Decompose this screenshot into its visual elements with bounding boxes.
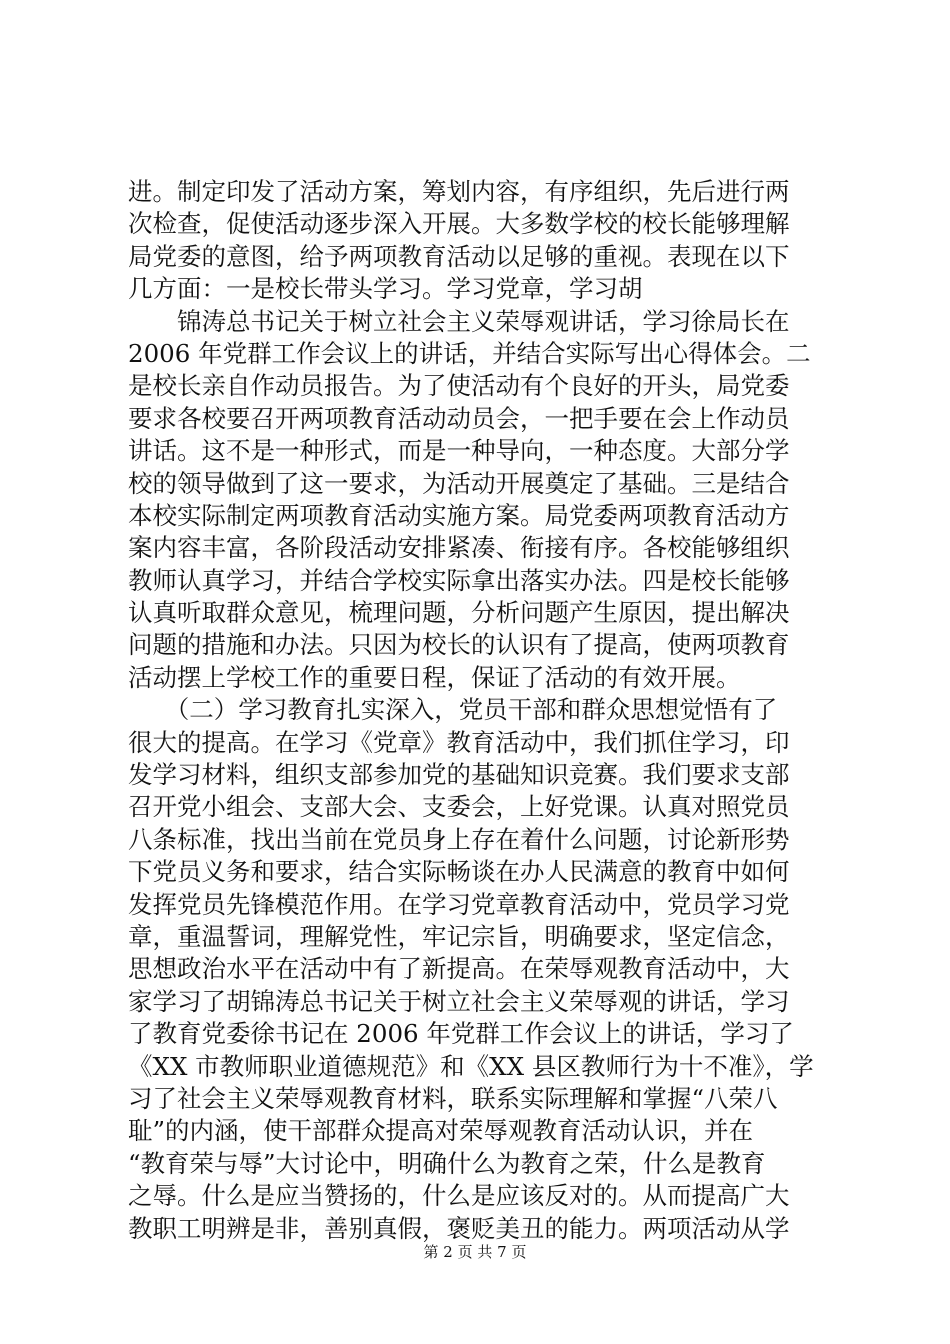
text-line: 教职工明辨是非，善别真假，褒贬美丑的能力。两项活动从学 [128,1213,790,1243]
text-line: 家学习了胡锦涛总书记关于树立社会主义荣辱观的讲话，学习 [128,986,790,1016]
text-line: 问题的措施和办法。只因为校长的认识有了提高，使两项教育 [128,630,790,660]
text-line: 下党员义务和要求，结合实际畅谈在办人民满意的教育中如何 [128,857,790,887]
text-line: 进。制定印发了活动方案，筹划内容，有序组织，先后进行两 [128,177,790,206]
text-line: 召开党小组会、支部大会、支委会，上好党课。认真对照党员 [128,792,790,822]
text-line: 思想政治水平在活动中有了新提高。在荣辱观教育活动中，大 [128,954,790,984]
text-line: 之辱。什么是应当赞扬的，什么是应该反对的。从而提高广大 [128,1181,790,1211]
text-line: 《XX 市教师职业道德规范》和《XX 县区教师行为十不准》，学 [128,1051,814,1081]
text-line: 次检查，促使活动逐步深入开展。大多数学校的校长能够理解 [128,209,790,239]
text-line: 活动摆上学校工作的重要日程，保证了活动的有效开展。 [128,662,741,692]
text-line: 校的领导做到了这一要求，为活动开展奠定了基础。三是结合 [128,468,790,498]
text-line: 发挥党员先锋模范作用。在学习党章教育活动中，党员学习党 [128,889,790,919]
text-line: 了教育党委徐书记在 2006 年党群工作会议上的讲话，学习了 [128,1019,794,1049]
text-line: 耻”的内涵，使干部群众提高对荣辱观教育活动认识，并在 [128,1116,754,1146]
body-text [128,176,828,1245]
text-line: 是校长亲自作动员报告。为了使活动有个良好的开头，局党委 [128,371,790,401]
text-line: 锦涛总书记关于树立社会主义荣辱观讲话，学习徐局长在 [128,306,790,336]
text-line: 本校实际制定两项教育活动实施方案。局党委两项教育活动方 [128,500,790,530]
text-line: 八条标准，找出当前在党员身上存在着什么问题，讨论新形势 [128,824,790,854]
text-line: （二）学习教育扎实深入，党员干部和群众思想觉悟有了 [128,695,778,725]
text-line: 局党委的意图，给予两项教育活动以足够的重视。表现在以下 [128,241,790,271]
text-line: 案内容丰富，各阶段活动安排紧凑、衔接有序。各校能够组织 [128,533,790,563]
text-line: 章，重温誓词，理解党性，牢记宗旨，明确要求，坚定信念， [128,921,790,951]
text-line: 认真听取群众意见，梳理问题，分析问题产生原因，提出解决 [128,598,790,628]
text-line: 很大的提高。在学习《党章》教育活动中，我们抓住学习，印 [128,727,790,757]
text-line: 习了社会主义荣辱观教育材料，联系实际理解和掌握“八荣八 [128,1083,778,1113]
text-line: 要求各校要召开两项教育活动动员会，一把手要在会上作动员 [128,403,790,433]
text-line: 几方面：一是校长带头学习。学习党章，学习胡 [128,274,643,304]
page-number-footer: 第 2 页 共 7 页 [423,1243,527,1261]
text-line: 2006 年党群工作会议上的讲话，并结合实际写出心得体会。二 [128,338,811,368]
text-line: 教师认真学习，并结合学校实际拿出落实办法。四是校长能够 [128,565,790,595]
text-line: “教育荣与辱”大讨论中，明确什么为教育之荣，什么是教育 [128,1148,766,1178]
text-line: 发学习材料，组织支部参加党的基础知识竞赛。我们要求支部 [128,760,790,790]
text-line: 讲话。这不是一种形式，而是一种导向，一种态度。大部分学 [128,436,790,466]
